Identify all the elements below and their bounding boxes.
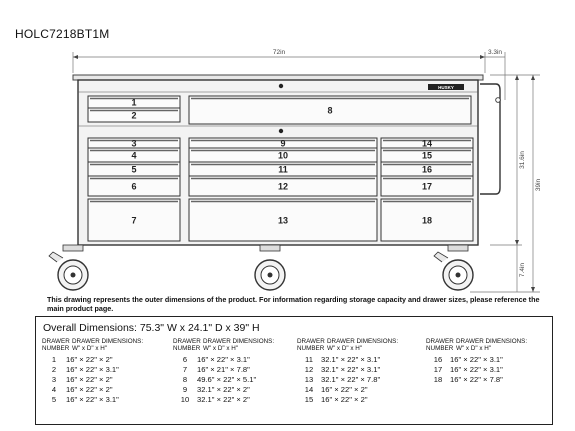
lock-icon-2 [279, 129, 283, 133]
drawer-1 [88, 96, 180, 108]
drawer-dimensions: 16" × 22" × 3.1" [66, 365, 119, 374]
drawer-label-13: 13 [277, 215, 289, 226]
caster-wheel-2 [255, 245, 285, 290]
drawer-dimensions: 32.1" × 22" × 3.1" [321, 355, 381, 364]
side-depth-label: 3.3in [487, 49, 503, 56]
drawer-dimensions: 16" × 22" × 2" [321, 385, 368, 394]
dimensions-column [42, 338, 170, 405]
drawer-number: 11 [305, 355, 313, 364]
drawer-18 [381, 199, 473, 241]
model-number: HOLC7218BT1M [15, 27, 110, 41]
drawer-12 [189, 176, 377, 196]
drawer-number: 3 [51, 375, 57, 384]
drawer-label-16: 16 [421, 164, 433, 175]
column-header: DRAWER DRAWER DIMENSIONS: NUMBER W" x D" x H" [297, 338, 399, 352]
drawer-number: 18 [433, 375, 443, 384]
drawer-number: 4 [51, 385, 57, 394]
drawer-dimensions: 16" × 22" × 2" [66, 355, 113, 364]
column-header: DRAWER DRAWER DIMENSIONS: NUMBER W" x D" x H" [42, 338, 144, 352]
drawer-label-6: 6 [131, 181, 137, 192]
drawer-dimensions: 16" × 21" × 7.8" [197, 365, 250, 374]
drawer-label-17: 17 [421, 181, 433, 192]
table-row [426, 365, 554, 375]
drawer-number: 17 [433, 365, 443, 374]
dimension-note: This drawing represents the outer dimensions of the product. For information regarding storage capacity and drawer sizes, please reference the main product page. [47, 295, 540, 313]
drawer-label-2: 2 [131, 110, 137, 121]
drawer-17 [381, 176, 473, 196]
drawer-7 [88, 199, 180, 241]
drawer-dimensions: 16" × 22" × 3.1" [450, 355, 503, 364]
drawer-dimensions: 16" × 22" × 3.1" [450, 365, 503, 374]
drawer-9 [189, 138, 377, 149]
drawer-number: 14 [304, 385, 314, 394]
drawer-dimensions: 16" × 22" × 2" [321, 395, 368, 404]
column-header: DRAWER DRAWER DIMENSIONS: NUMBER W" x D" x H" [173, 338, 275, 352]
table-row [297, 375, 425, 385]
drawer-dimensions: 16" × 22" × 7.8" [450, 375, 503, 384]
total-height-label: 39in [535, 178, 542, 192]
table-row [297, 395, 425, 405]
table-row [42, 365, 170, 375]
drawer-number: 2 [51, 365, 57, 374]
drawer-16 [381, 162, 473, 176]
table-row [426, 355, 554, 365]
drawer-number: 1 [51, 355, 57, 364]
drawer-dimensions: 16" × 22" × 2" [66, 375, 113, 384]
drawer-dimensions: 32.1" × 22" × 3.1" [321, 365, 381, 374]
dimensions-table [35, 316, 553, 425]
drawer-number: 15 [304, 395, 314, 404]
drawer-dimensions: 32.1" × 22" × 2" [197, 395, 250, 404]
drawer-8 [189, 96, 471, 124]
drawer-dimensions: 49.6" × 22" × 5.1" [197, 375, 257, 384]
table-row [173, 355, 301, 365]
drawer-number: 10 [180, 395, 190, 404]
upper-height-label: 31.6in [519, 151, 526, 169]
table-row [426, 375, 554, 385]
table-row [42, 355, 170, 365]
drawer-13 [189, 199, 377, 241]
drawer-number: 9 [182, 385, 188, 394]
drawer-label-15: 15 [421, 150, 433, 161]
table-row [173, 375, 301, 385]
caster-height-label: 7.4in [519, 262, 526, 278]
drawer-10 [189, 148, 377, 162]
table-row [297, 385, 425, 395]
drawer-dimensions: 16" × 22" × 3.1" [197, 355, 250, 364]
table-row [42, 395, 170, 405]
svg-text:HUSKY: HUSKY [438, 85, 454, 90]
caster-wheel-3 [434, 245, 473, 290]
drawer-label-12: 12 [277, 181, 289, 192]
drawer-3 [88, 138, 180, 149]
table-row [42, 375, 170, 385]
drawer-number: 5 [51, 395, 57, 404]
drawer-label-18: 18 [421, 215, 433, 226]
drawer-number: 12 [304, 365, 314, 374]
drawer-dimensions: 16" × 22" × 3.1" [66, 395, 119, 404]
drawer-dimensions: 32.1" × 22" × 2" [197, 385, 250, 394]
drawer-4 [88, 148, 180, 162]
width-label: 72in [272, 49, 286, 56]
drawer-15 [381, 148, 473, 162]
drawer-label-5: 5 [131, 164, 137, 175]
dimensions-column [173, 338, 301, 405]
dimensions-column [426, 338, 554, 385]
drawer-number: 8 [182, 375, 188, 384]
drawer-14 [381, 138, 473, 149]
drawer-6 [88, 176, 180, 196]
drawer-label-11: 11 [278, 164, 288, 175]
drawer-label-9: 9 [280, 138, 286, 149]
drawer-label-10: 10 [277, 150, 289, 161]
drawer-number: 16 [433, 355, 443, 364]
drawer-label-7: 7 [131, 215, 137, 226]
drawer-label-1: 1 [131, 97, 137, 108]
lock-icon [279, 84, 283, 88]
drawer-11 [189, 162, 377, 176]
drawer-number: 6 [182, 355, 188, 364]
drawer-label-3: 3 [131, 138, 137, 149]
drawer-label-14: 14 [421, 138, 433, 149]
overall-dimensions: Overall Dimensions: 75.3" W x 24.1" D x 39" H [43, 322, 260, 334]
drawer-2 [88, 108, 180, 122]
table-row [297, 355, 425, 365]
drawer-dimensions: 32.1" × 22" × 7.8" [321, 375, 381, 384]
column-header: DRAWER DRAWER DIMENSIONS: NUMBER W" x D" x H" [426, 338, 528, 352]
drawer-number: 13 [304, 375, 314, 384]
table-row [297, 365, 425, 375]
table-row [173, 385, 301, 395]
cabinet-top [73, 75, 483, 80]
drawer-dimensions: 16" × 22" × 2" [66, 385, 113, 394]
caster-wheel-1 [49, 245, 88, 290]
table-row [173, 365, 301, 375]
table-row [173, 395, 301, 405]
table-row [42, 385, 170, 395]
drawer-5 [88, 162, 180, 176]
dimensions-column [297, 338, 425, 405]
drawer-number: 7 [182, 365, 188, 374]
drawer-label-4: 4 [131, 150, 137, 161]
drawer-label-8: 8 [327, 105, 333, 116]
